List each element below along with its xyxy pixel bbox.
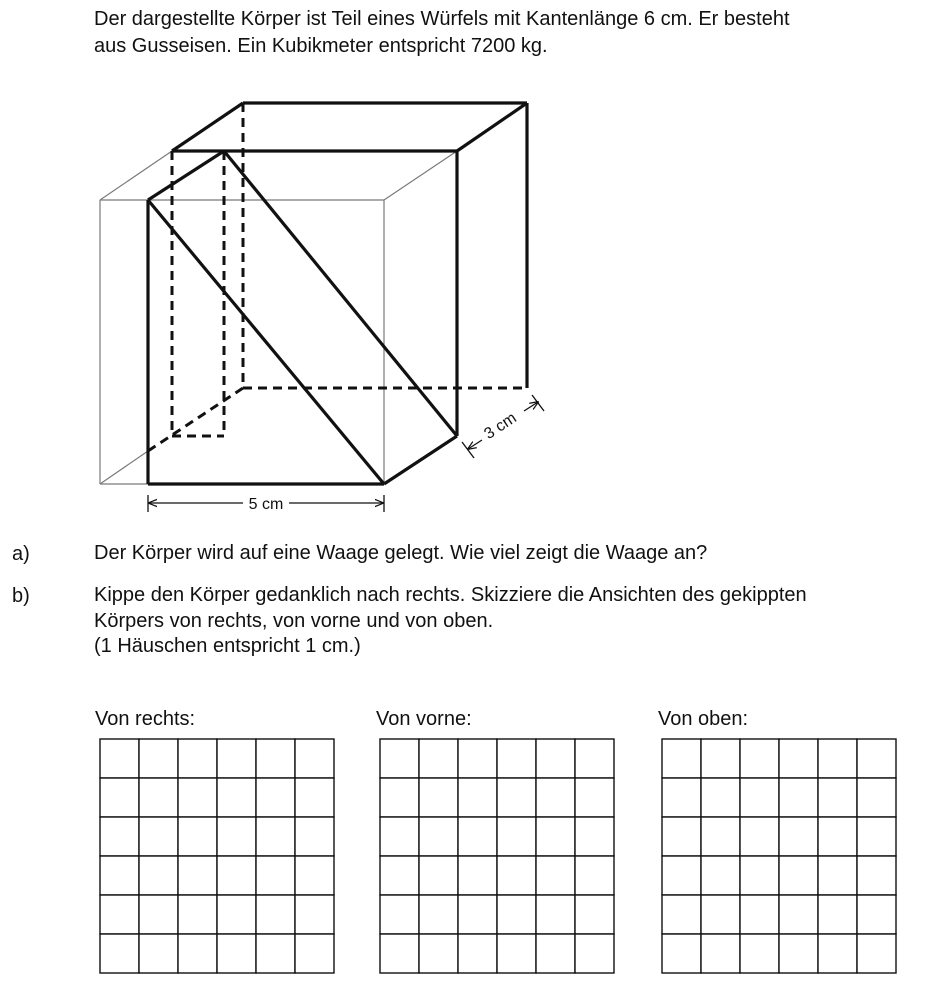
grid-label-front-view: Von vorne: — [376, 708, 472, 730]
grid-cell[interactable] — [779, 934, 818, 973]
grid-cell[interactable] — [419, 817, 458, 856]
grid-cell[interactable] — [139, 934, 178, 973]
grid-cell[interactable] — [256, 895, 295, 934]
grid-cell[interactable] — [178, 739, 217, 778]
grid-cell[interactable] — [139, 817, 178, 856]
grid-cell[interactable] — [701, 856, 740, 895]
grid-cell[interactable] — [536, 817, 575, 856]
sketch-grid-front-view[interactable] — [379, 738, 615, 974]
full-cube-outline — [100, 151, 457, 484]
grid-cell[interactable] — [217, 778, 256, 817]
cube-diagram — [90, 90, 550, 520]
grid-cell[interactable] — [701, 778, 740, 817]
grid-cell[interactable] — [217, 739, 256, 778]
grid-cell[interactable] — [295, 934, 334, 973]
grid-cell[interactable] — [497, 817, 536, 856]
grid-cell[interactable] — [857, 895, 896, 934]
task-a-text — [94, 541, 949, 567]
grid-cell[interactable] — [536, 778, 575, 817]
intro-line-2: aus Gusseisen. Ein Kubikmeter entspricht 7200 kg. — [94, 35, 548, 57]
grid-cell[interactable] — [857, 856, 896, 895]
grid-cell[interactable] — [740, 739, 779, 778]
grid-cell[interactable] — [419, 739, 458, 778]
grid-cell[interactable] — [256, 934, 295, 973]
visible-edges — [148, 103, 527, 484]
grid-cell[interactable] — [458, 895, 497, 934]
grid-cell[interactable] — [380, 856, 419, 895]
grid-cell[interactable] — [256, 856, 295, 895]
grid-cell[interactable] — [857, 817, 896, 856]
grid-cell[interactable] — [857, 778, 896, 817]
grid-cell[interactable] — [100, 778, 139, 817]
grid-cell[interactable] — [857, 739, 896, 778]
grid-cell[interactable] — [857, 934, 896, 973]
grid-cell[interactable] — [380, 817, 419, 856]
grid-cell[interactable] — [662, 856, 701, 895]
grid-cell[interactable] — [536, 739, 575, 778]
grid-cell[interactable] — [701, 817, 740, 856]
grid-cell[interactable] — [100, 817, 139, 856]
grid-cell[interactable] — [256, 817, 295, 856]
grid-cell[interactable] — [740, 856, 779, 895]
grid-cell[interactable] — [380, 895, 419, 934]
dimension-width-label: 5 cm — [248, 496, 284, 513]
intro-line-1: Der dargestellte Körper ist Teil eines Würfels mit Kantenlänge 6 cm. Er besteht — [94, 8, 790, 30]
grid-cell[interactable] — [217, 895, 256, 934]
grid-cell[interactable] — [178, 817, 217, 856]
grid-cell[interactable] — [380, 739, 419, 778]
grid-cell[interactable] — [256, 739, 295, 778]
grid-cell[interactable] — [419, 934, 458, 973]
grid-cell[interactable] — [139, 778, 178, 817]
grid-cell[interactable] — [380, 934, 419, 973]
task-a-letter: a) — [12, 543, 30, 565]
dimension-depth-label: 3 cm — [481, 409, 520, 443]
grid-cell[interactable] — [497, 934, 536, 973]
grid-cell[interactable] — [575, 895, 614, 934]
grid-cell[interactable] — [100, 934, 139, 973]
grid-cell[interactable] — [536, 895, 575, 934]
task-b-letter: b) — [12, 585, 30, 607]
grid-cell[interactable] — [295, 856, 334, 895]
grid-cell[interactable] — [701, 739, 740, 778]
grid-cell[interactable] — [178, 934, 217, 973]
grid-cell[interactable] — [818, 817, 857, 856]
grid-cell[interactable] — [662, 934, 701, 973]
grid-cell[interactable] — [497, 856, 536, 895]
grid-cell[interactable] — [178, 778, 217, 817]
grid-cell[interactable] — [217, 934, 256, 973]
grid-cell[interactable] — [662, 778, 701, 817]
grid-cell[interactable] — [178, 856, 217, 895]
grid-cell[interactable] — [380, 778, 419, 817]
task-a-line-1: Der Körper wird auf eine Waage gelegt. Wie viel zeigt die Waage an? — [94, 542, 708, 564]
task-b-text — [94, 583, 949, 660]
grid-cell[interactable] — [295, 817, 334, 856]
grid-cell[interactable] — [740, 778, 779, 817]
grid-cell[interactable] — [575, 856, 614, 895]
grid-cell[interactable] — [779, 895, 818, 934]
grid-cell[interactable] — [818, 895, 857, 934]
grid-cell[interactable] — [217, 856, 256, 895]
grid-cell[interactable] — [458, 739, 497, 778]
intro-text — [94, 6, 944, 60]
grid-cell[interactable] — [779, 856, 818, 895]
grid-cell[interactable] — [419, 895, 458, 934]
grid-cell[interactable] — [139, 739, 178, 778]
task-b-line-2: Körpers von rechts, von vorne und von oben. — [94, 609, 494, 632]
grid-cell[interactable] — [419, 856, 458, 895]
task-b-line-1: Kippe den Körper gedanklich nach rechts. Skizziere die Ansichten des gekippten — [94, 584, 807, 606]
grid-cell[interactable] — [178, 895, 217, 934]
grid-cell[interactable] — [818, 856, 857, 895]
grid-cell[interactable] — [139, 895, 178, 934]
grid-cell[interactable] — [662, 817, 701, 856]
grid-label-top-view: Von oben: — [658, 708, 749, 730]
grid-cell[interactable] — [100, 856, 139, 895]
grid-cell[interactable] — [818, 739, 857, 778]
grid-cell[interactable] — [100, 739, 139, 778]
grid-cell[interactable] — [100, 895, 139, 934]
grid-cell[interactable] — [740, 817, 779, 856]
grid-cell[interactable] — [662, 739, 701, 778]
grid-cell[interactable] — [701, 934, 740, 973]
grid-cell[interactable] — [295, 739, 334, 778]
grid-cell[interactable] — [458, 778, 497, 817]
task-b-line-3: (1 Häuschen entspricht 1 cm.) — [94, 635, 361, 657]
grid-cell[interactable] — [818, 778, 857, 817]
grid-cell[interactable] — [779, 739, 818, 778]
grid-cell[interactable] — [575, 778, 614, 817]
grid-label-right-view: Von rechts: — [95, 708, 196, 730]
grid-cell[interactable] — [662, 895, 701, 934]
sketch-grid-top-view[interactable] — [661, 738, 897, 974]
grid-cell[interactable] — [295, 778, 334, 817]
grid-cell[interactable] — [419, 778, 458, 817]
grid-cell[interactable] — [497, 739, 536, 778]
grid-cell[interactable] — [497, 778, 536, 817]
grid-cell[interactable] — [497, 895, 536, 934]
grid-cell[interactable] — [779, 778, 818, 817]
sketch-grid-right-view[interactable] — [99, 738, 335, 974]
grid-cell[interactable] — [458, 856, 497, 895]
grid-cell[interactable] — [575, 739, 614, 778]
grid-cell[interactable] — [217, 817, 256, 856]
grid-cell[interactable] — [295, 895, 334, 934]
grid-cell[interactable] — [779, 817, 818, 856]
grid-cell[interactable] — [458, 934, 497, 973]
grid-cell[interactable] — [740, 934, 779, 973]
grid-cell[interactable] — [818, 934, 857, 973]
grid-cell[interactable] — [740, 895, 779, 934]
grid-cell[interactable] — [536, 934, 575, 973]
grid-cell[interactable] — [701, 895, 740, 934]
grid-cell[interactable] — [536, 856, 575, 895]
grid-cell[interactable] — [256, 778, 295, 817]
grid-cell[interactable] — [139, 856, 178, 895]
grid-cell[interactable] — [458, 817, 497, 856]
grid-cell[interactable] — [575, 934, 614, 973]
grid-cell[interactable] — [575, 817, 614, 856]
